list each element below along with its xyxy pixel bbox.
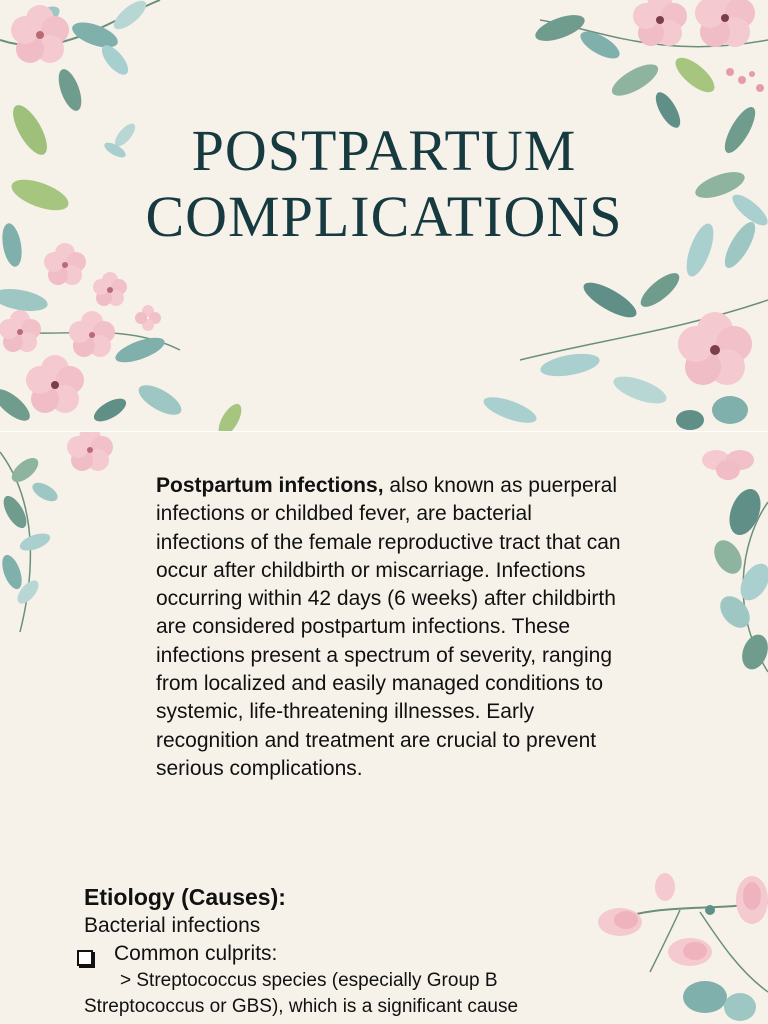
sub-item — [84, 968, 604, 1020]
page-title — [0, 118, 768, 250]
bullet-label: Common culprits: — [114, 942, 278, 965]
flower-left — [67, 432, 113, 471]
checkbox-icon — [77, 950, 93, 966]
leaf-branch-right — [702, 450, 768, 673]
title-line-1: POSTPARTUM — [191, 118, 577, 183]
sub-item-line-1: > Streptococcus species (especially Group B — [120, 970, 498, 991]
etiology-section — [84, 882, 604, 1020]
intro-paragraph — [156, 472, 626, 783]
content-page — [0, 432, 768, 1024]
intro-lead: Postpartum infections, — [156, 474, 384, 497]
title-page — [0, 0, 768, 432]
sub-item-line-2: Streptococcus or GBS), which is a significant cause — [84, 996, 519, 1017]
flower-top-left — [11, 5, 69, 63]
flower-cluster-left — [0, 243, 246, 432]
intro-body: also known as puerperal infections or childbed fever, are bacterial infections of the female reproductive tract that can occur after childbirth or miscarriage. Infections occurring within 42 days (6 weeks) after childbirth are considered postpartum infections. These infections present a spectrum of severity, ranging from localized and easily managed conditions to systemic, life-threatening illnesses. Early recognition and treatment are crucial to prevent serious complications. — [156, 474, 621, 780]
etiology-heading: Etiology (Causes): — [84, 884, 286, 910]
title-line-2: COMPLICATIONS — [145, 184, 623, 249]
leaf-branch-left — [0, 452, 61, 632]
bullet-item — [84, 940, 604, 968]
flower-cluster-bottom-right — [598, 873, 768, 1021]
etiology-line: Bacterial infections — [84, 914, 261, 937]
